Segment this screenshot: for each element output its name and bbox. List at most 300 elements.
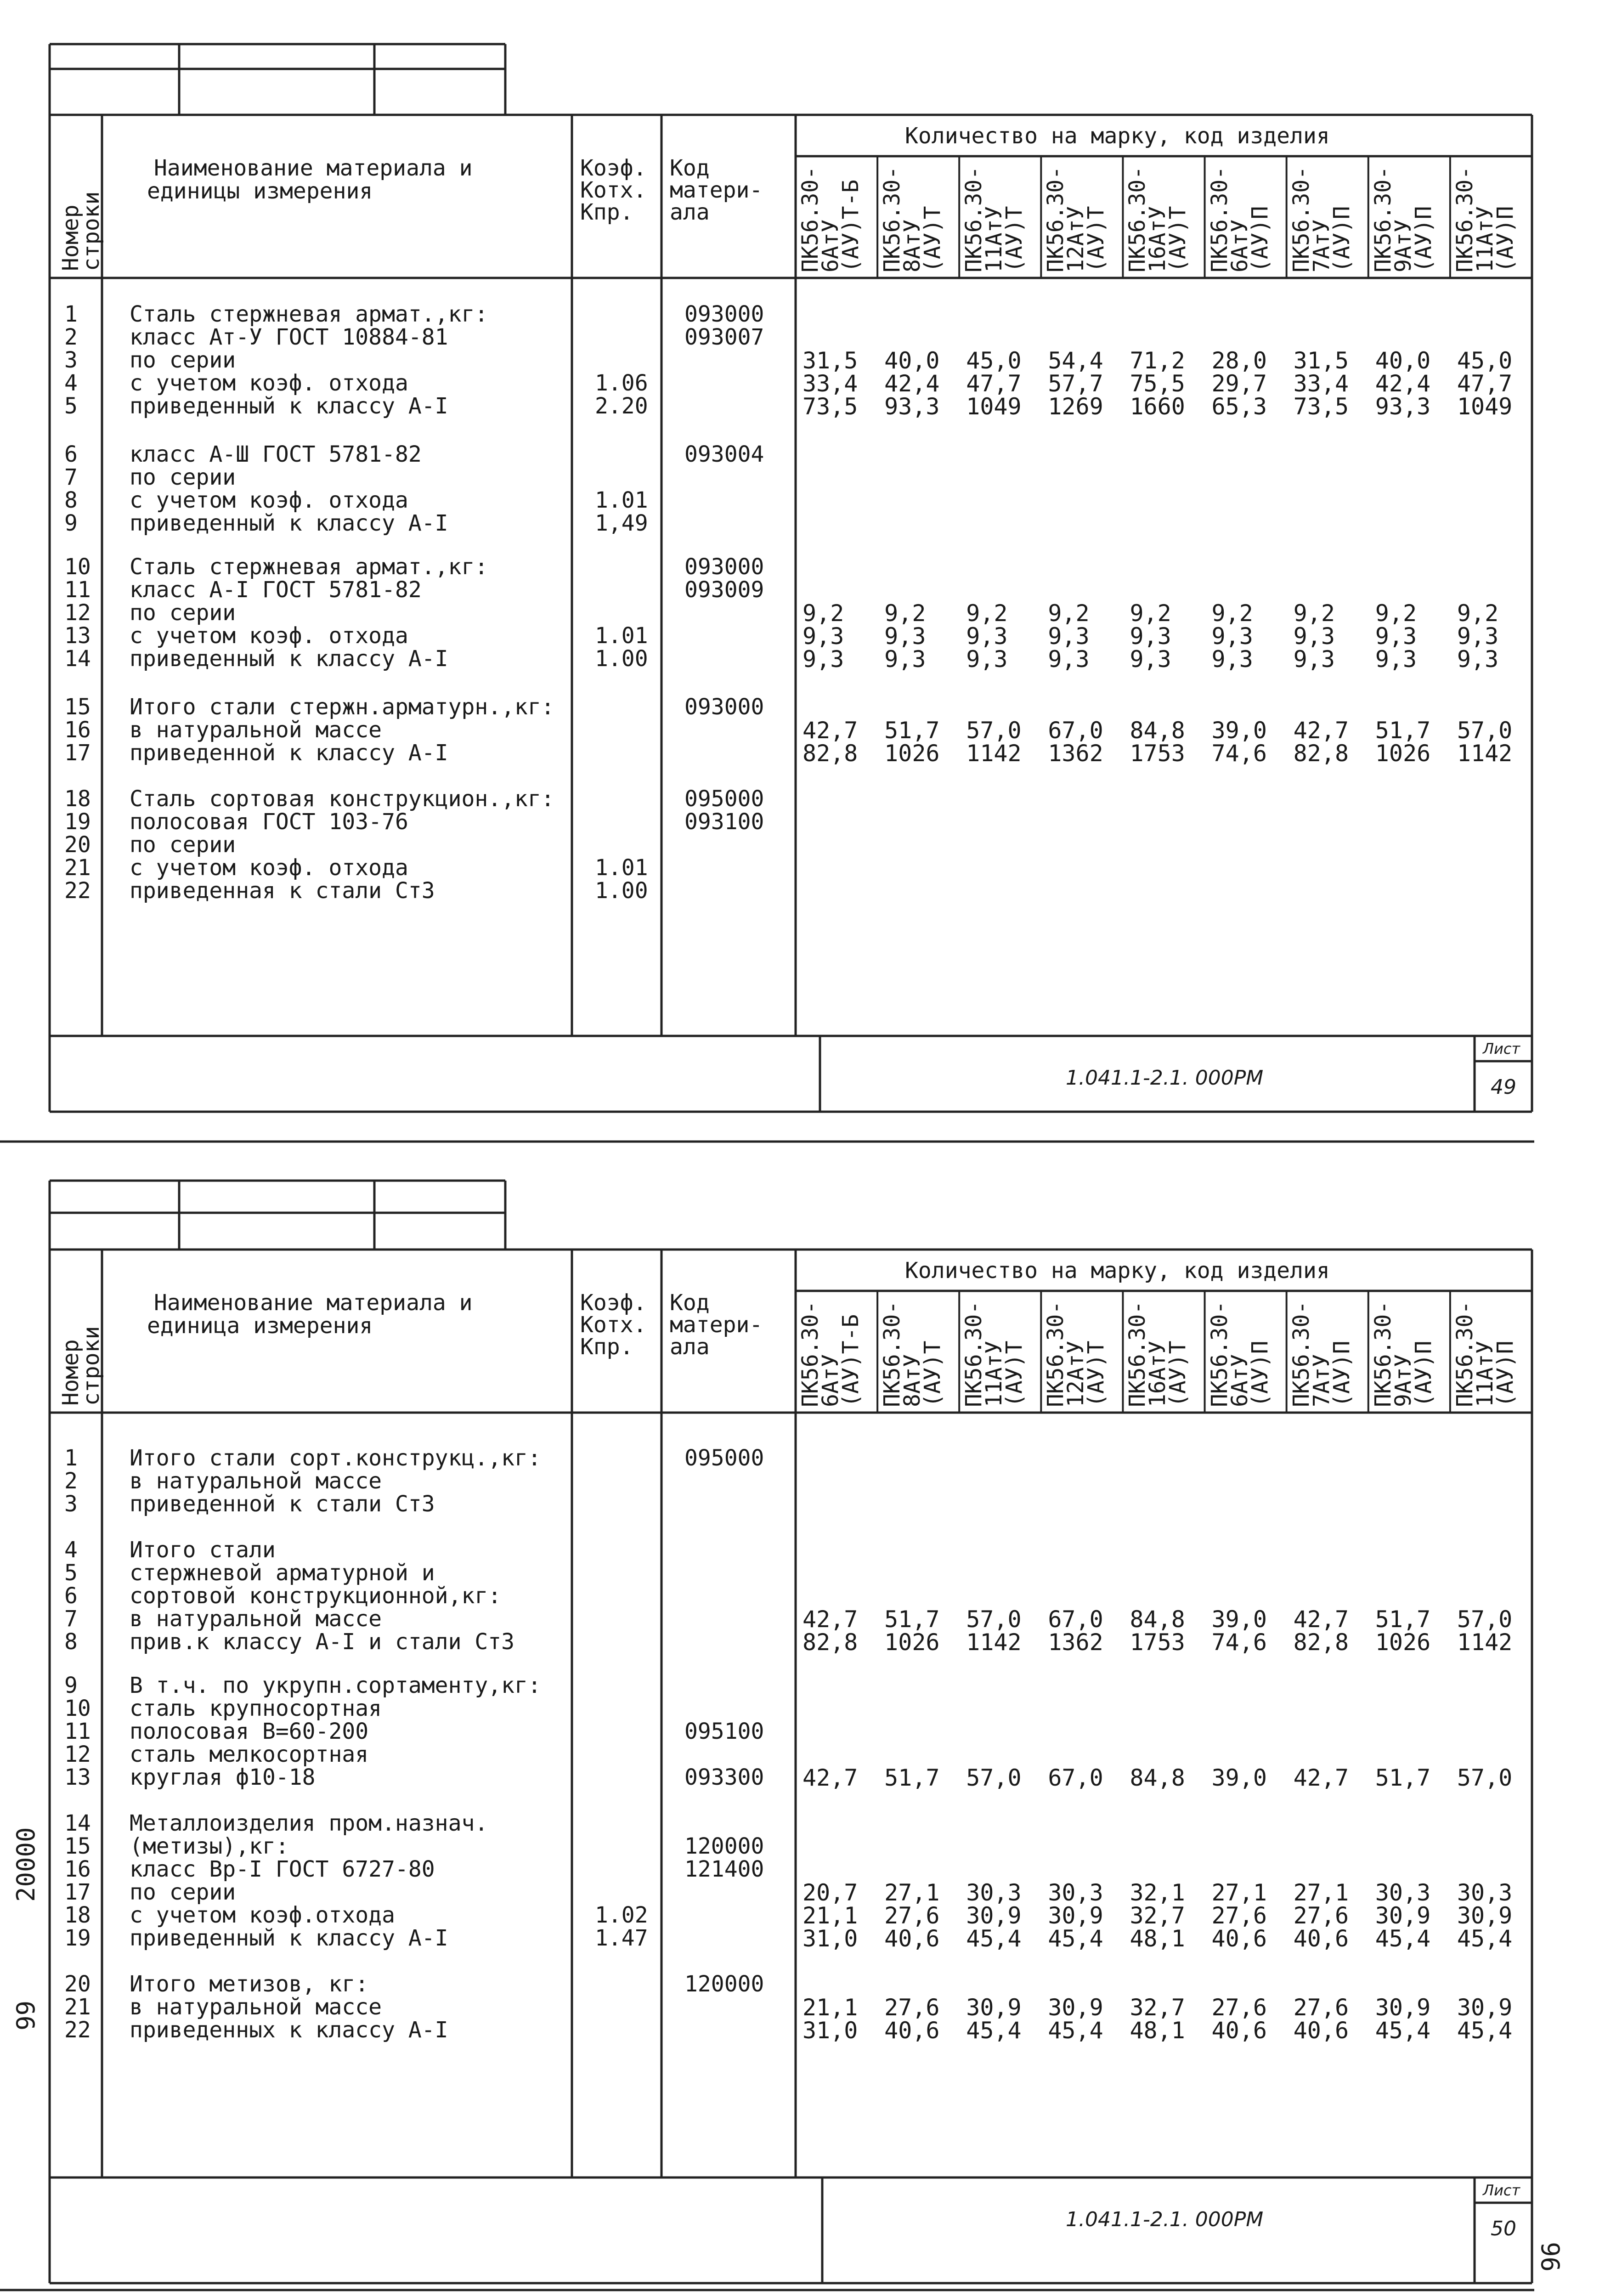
- page1-row-value: 9,3: [1457, 646, 1499, 673]
- page2-header-row-number: строки: [79, 1326, 104, 1406]
- page2-row-number: 17: [64, 1879, 91, 1905]
- page1-column-header: (АУ)Т: [1083, 206, 1109, 272]
- page1-row-value: 39,0: [1211, 717, 1267, 744]
- page1-row-material: класс Ат-У ГОСТ 10884-81: [130, 324, 448, 350]
- page1-row-material: по серии: [130, 347, 236, 373]
- page1-column-header: 11АтУ: [981, 206, 1007, 272]
- page2-row-value: 1142: [1457, 1629, 1513, 1656]
- page2-row-value: 27,1: [884, 1879, 940, 1906]
- page2-row-value: 1026: [884, 1629, 940, 1656]
- page1-row-value: 9,3: [884, 646, 926, 673]
- page2-header-material: Наименование материала и: [154, 1290, 473, 1316]
- page1-row-value: 42,7: [1293, 717, 1349, 744]
- page2-row-value: 51,7: [884, 1606, 940, 1633]
- page2-column-header: (АУ)Т: [1165, 1340, 1191, 1407]
- page1-column-header: ПК56.30-: [1206, 166, 1232, 272]
- page1-row-value: 75,5: [1130, 370, 1185, 397]
- page1-row-value: 57,7: [1048, 370, 1103, 397]
- page2-row-code: 120000: [684, 1833, 764, 1859]
- page2-row-value: 32,7: [1130, 1994, 1185, 2021]
- page1-row-value: 57,0: [1457, 717, 1513, 744]
- page1-header-row-number: строки: [79, 191, 104, 271]
- page2-header-code: матери-: [670, 1312, 763, 1338]
- page2-row-number: 22: [64, 2017, 91, 2043]
- page1-row-value: 1026: [1375, 740, 1431, 767]
- page2-row-value: 27,6: [1293, 1994, 1349, 2021]
- page2-row-material: Итого стали сорт.конструкц.,кг:: [130, 1445, 541, 1471]
- page2-row-value: 42,7: [1293, 1606, 1349, 1633]
- page1-column-header: (АУ)Т: [920, 206, 946, 272]
- page2-row-material: Итого метизов, кг:: [130, 1971, 369, 1997]
- page1-row-value: 9,2: [1130, 600, 1171, 627]
- page1-row-value: 9,3: [1211, 646, 1253, 673]
- page2-row-number: 19: [64, 1925, 91, 1951]
- page1-row-value: 9,2: [966, 600, 1008, 627]
- page1-row-material: с учетом коэф. отхода: [130, 623, 408, 649]
- page1-row-material: класс А-I ГОСТ 5781-82: [130, 577, 422, 603]
- page2-row-value: 30,9: [1048, 1994, 1103, 2021]
- page1-row-code: 093004: [684, 441, 764, 467]
- page2-row-value: 1026: [1375, 1629, 1431, 1656]
- page1-row-value: 9,3: [884, 623, 926, 650]
- page2-row-value: 30,3: [1457, 1879, 1513, 1906]
- page1-row-number: 5: [64, 393, 78, 419]
- page1-row-number: 10: [64, 554, 91, 580]
- page2-row-material: (метизы),кг:: [130, 1833, 289, 1859]
- page1-column-header: ПК56.30-: [1125, 166, 1151, 272]
- page2-row-material: Итого стали: [130, 1537, 276, 1563]
- page2-row-value: 42,7: [802, 1764, 858, 1791]
- page1-column-header: 8АтУ: [899, 219, 926, 272]
- page1-row-number: 16: [64, 717, 91, 743]
- page1-row-number: 2: [64, 324, 78, 350]
- page2-row-value: 48,1: [1130, 1925, 1185, 1952]
- page1-row-value: 82,8: [1293, 740, 1349, 767]
- page2-row-coef: 1.47: [595, 1925, 648, 1951]
- page1-header-coef: Котх.: [580, 177, 647, 203]
- page2-row-value: 51,7: [884, 1764, 940, 1791]
- page1-row-number: 6: [64, 441, 78, 467]
- page2-row-value: 30,9: [1457, 1902, 1513, 1929]
- page2-header-row-number: Номер: [58, 1339, 84, 1406]
- page2-row-code: 121400: [684, 1856, 764, 1882]
- page2-header-quantity: Количество на марку, код изделия: [905, 1258, 1330, 1284]
- page2-row-value: 27,6: [884, 1994, 940, 2021]
- page1-row-value: 9,2: [1048, 600, 1090, 627]
- page2-column-header: 6АтУ: [818, 1354, 843, 1407]
- page1-row-value: 9,3: [1293, 623, 1335, 650]
- page2-header-coef: Котх.: [580, 1312, 647, 1338]
- page2-row-value: 30,9: [1375, 1902, 1431, 1929]
- page2-row-value: 21,1: [802, 1994, 858, 2021]
- page1-column-header: (АУ)П: [1247, 206, 1273, 272]
- page1-column-header: (АУ)Т-Б: [838, 179, 864, 272]
- page1-row-value: 9,3: [966, 623, 1008, 650]
- page2-column-header: ПК56.30-: [1370, 1301, 1396, 1407]
- page1-row-number: 13: [64, 623, 91, 649]
- page1-row-value: 9,2: [1293, 600, 1335, 627]
- page1-header-coef: Коэф.: [580, 155, 647, 181]
- page2-row-value: 31,0: [802, 2017, 858, 2044]
- page1-column-header: ПК56.30-: [797, 166, 823, 272]
- page2-row-number: 9: [64, 1673, 78, 1698]
- page2-row-value: 1362: [1048, 1629, 1103, 1656]
- page2-row-value: 21,1: [802, 1902, 858, 1929]
- page1-row-number: 20: [64, 832, 91, 858]
- page2-row-value: 40,6: [1211, 1925, 1267, 1952]
- page2-row-material: класс Вр-I ГОСТ 6727-80: [130, 1856, 435, 1882]
- page1-column-header: 6АтУ: [818, 219, 843, 272]
- page2-row-value: 57,0: [1457, 1606, 1513, 1633]
- page1-row-material: полосовая ГОСТ 103-76: [130, 809, 408, 835]
- page2-column-header: 7АтУ: [1308, 1354, 1334, 1407]
- page1-header-code: Код: [670, 155, 710, 181]
- page2-row-value: 39,0: [1211, 1764, 1267, 1791]
- page1-row-coef: 1.01: [595, 855, 648, 881]
- page1-row-material: по серии: [130, 832, 236, 858]
- page1-row-value: 9,3: [1293, 646, 1335, 673]
- page1-row-value: 1142: [1457, 740, 1513, 767]
- page1-column-header: 16АтУ: [1145, 206, 1171, 272]
- page2-row-value: 42,7: [1293, 1764, 1349, 1791]
- page2-row-value: 84,8: [1130, 1764, 1185, 1791]
- page1-row-value: 9,3: [1375, 623, 1417, 650]
- page1-row-value: 65,3: [1211, 393, 1267, 420]
- page1-row-number: 3: [64, 347, 78, 373]
- page1-row-value: 9,3: [966, 646, 1008, 673]
- page2-column-header: (АУ)Т-Б: [838, 1314, 864, 1407]
- page1-row-material: класс А-Ш ГОСТ 5781-82: [130, 441, 422, 467]
- page1-row-value: 1049: [1457, 393, 1513, 420]
- page1-row-code: 095000: [684, 786, 764, 812]
- page2-row-material: по серии: [130, 1879, 236, 1905]
- page2-row-value: 32,7: [1130, 1902, 1185, 1929]
- page1-row-coef: 1,49: [595, 510, 648, 536]
- page1-row-number: 9: [64, 510, 78, 536]
- page2-row-value: 27,6: [884, 1902, 940, 1929]
- page2-row-value: 40,6: [884, 2017, 940, 2044]
- page1-row-value: 93,3: [1375, 393, 1431, 420]
- page1-row-material: с учетом коэф. отхода: [130, 855, 408, 881]
- page1-row-value: 9,3: [1048, 623, 1090, 650]
- page2-row-value: 30,9: [966, 1994, 1022, 2021]
- page2-row-material: сталь мелкосортная: [130, 1742, 369, 1767]
- page1-column-header: 12АтУ: [1063, 206, 1089, 272]
- page1-row-coef: 1.01: [595, 623, 648, 649]
- page2-row-value: 74,6: [1211, 1629, 1267, 1656]
- page1-row-value: 9,2: [1457, 600, 1499, 627]
- page2-row-value: 57,0: [1457, 1764, 1513, 1791]
- page2-row-number: 14: [64, 1810, 91, 1836]
- page1-row-code: 093007: [684, 324, 764, 350]
- page1-column-header: 7АтУ: [1308, 219, 1334, 272]
- page1-row-number: 4: [64, 370, 78, 396]
- page1-row-number: 19: [64, 809, 91, 835]
- page1-row-code: 093000: [684, 301, 764, 327]
- page1-column-header: ПК56.30-: [1288, 166, 1314, 272]
- page2-row-material: в натуральной массе: [130, 1606, 382, 1632]
- page2-row-material: прив.к классу А-I и стали Ст3: [130, 1629, 515, 1655]
- page2-row-value: 48,1: [1130, 2017, 1185, 2044]
- page2-row-number: 11: [64, 1719, 91, 1744]
- page1-row-number: 1: [64, 301, 78, 327]
- page1-row-code: 093009: [684, 577, 764, 603]
- page2-column-header: (АУ)П: [1410, 1340, 1436, 1407]
- page2-row-value: 1753: [1130, 1629, 1185, 1656]
- page1-row-value: 1753: [1130, 740, 1185, 767]
- page2-row-material: приведенных к классу А-I: [130, 2017, 448, 2043]
- page2-row-material: стержневой арматурной и: [130, 1560, 435, 1586]
- page2-row-value: 40,6: [1211, 2017, 1267, 2044]
- page2-row-value: 27,6: [1211, 1994, 1267, 2021]
- page1-header-row-number: Номер: [58, 204, 84, 271]
- page2-column-header: (АУ)Т: [920, 1340, 946, 1407]
- page2-row-value: 30,3: [1048, 1879, 1103, 1906]
- page2-header-material: единица измерения: [147, 1313, 373, 1339]
- page2-row-material: приведенный к классу А-I: [130, 1925, 448, 1951]
- page1-row-value: 74,6: [1211, 740, 1267, 767]
- page1-row-value: 29,7: [1211, 370, 1267, 397]
- page1-column-header: 11АтУ: [1472, 206, 1498, 272]
- page1-row-value: 9,3: [1457, 623, 1499, 650]
- page1-row-value: 47,7: [966, 370, 1022, 397]
- page1-row-value: 45,0: [1457, 347, 1513, 374]
- page2-row-material: в натуральной массе: [130, 1468, 382, 1494]
- page1-row-coef: 1.01: [595, 487, 648, 513]
- page1-row-value: 71,2: [1130, 347, 1185, 374]
- page2-header-coef: Кпр.: [580, 1334, 633, 1360]
- margin-corner: 96: [1537, 2241, 1565, 2272]
- page2-column-header: ПК56.30-: [1452, 1301, 1478, 1407]
- page1-row-material: по серии: [130, 600, 236, 626]
- page2-row-value: 67,0: [1048, 1606, 1103, 1633]
- page1-row-coef: 1.00: [595, 646, 648, 672]
- page1-row-value: 9,2: [1375, 600, 1417, 627]
- page1-row-value: 57,0: [966, 717, 1022, 744]
- page2-row-value: 57,0: [966, 1764, 1022, 1791]
- page1-column-header: 6АтУ: [1226, 219, 1253, 272]
- page2-row-number: 16: [64, 1856, 91, 1882]
- page2-row-value: 30,9: [1457, 1994, 1513, 2021]
- page1-row-value: 9,3: [1130, 623, 1171, 650]
- page1-row-value: 73,5: [802, 393, 858, 420]
- page1-column-header: (АУ)П: [1410, 206, 1436, 272]
- page2-column-header: ПК56.30-: [797, 1301, 823, 1407]
- page1-row-material: в натуральной массе: [130, 717, 382, 743]
- page1-row-value: 47,7: [1457, 370, 1513, 397]
- page2-row-number: 13: [64, 1764, 91, 1790]
- page2-row-value: 57,0: [966, 1606, 1022, 1633]
- page1-column-header: (АУ)Т: [1001, 206, 1028, 272]
- page2-row-value: 30,3: [966, 1879, 1022, 1906]
- page1-row-value: 1026: [884, 740, 940, 767]
- page1-row-number: 11: [64, 577, 91, 603]
- page2-row-material: полосовая В=60-200: [130, 1719, 369, 1744]
- page2-row-value: 27,6: [1211, 1902, 1267, 1929]
- page2-column-header: 11АтУ: [1472, 1340, 1498, 1407]
- page1-row-value: 51,7: [1375, 717, 1431, 744]
- page2-column-header: 9АтУ: [1390, 1354, 1416, 1407]
- page1-row-number: 8: [64, 487, 78, 513]
- page1-row-value: 33,4: [1293, 370, 1349, 397]
- page2-column-header: 11АтУ: [981, 1340, 1007, 1407]
- page2-doc-code: 1.041.1-2.1. 000РМ: [1066, 2208, 1264, 2231]
- page1-row-value: 1049: [966, 393, 1022, 420]
- page2-column-header: 12АтУ: [1063, 1340, 1089, 1407]
- page2-column-header: (АУ)П: [1492, 1340, 1518, 1407]
- page2-row-number: 20: [64, 1971, 91, 1997]
- page2-row-value: 20,7: [802, 1879, 858, 1906]
- page2-row-value: 45,4: [1375, 1925, 1431, 1952]
- page2-header-code: ала: [670, 1334, 710, 1360]
- page2-row-value: 27,1: [1211, 1879, 1267, 1906]
- page2-row-number: 8: [64, 1629, 78, 1655]
- page1-row-material: Сталь сортовая конструкцион.,кг:: [130, 786, 554, 812]
- page1-row-code: 093100: [684, 809, 764, 835]
- page1-row-value: 28,0: [1211, 347, 1267, 374]
- page2-column-header: ПК56.30-: [1125, 1301, 1151, 1407]
- page2-row-number: 4: [64, 1537, 78, 1563]
- page1-row-value: 9,3: [802, 623, 844, 650]
- page1-row-value: 93,3: [884, 393, 940, 420]
- page1-row-value: 40,0: [1375, 347, 1431, 374]
- page2-column-header: ПК56.30-: [961, 1301, 987, 1407]
- page2-row-value: 40,6: [884, 1925, 940, 1952]
- page1-row-value: 42,4: [1375, 370, 1431, 397]
- page2-row-value: 82,8: [1293, 1629, 1349, 1656]
- page2-sheet-number: 50: [1491, 2217, 1516, 2240]
- page1-column-header: ПК56.30-: [1370, 166, 1396, 272]
- page1-row-value: 1362: [1048, 740, 1103, 767]
- page2-row-number: 5: [64, 1560, 78, 1586]
- page1-row-material: с учетом коэф. отхода: [130, 370, 408, 396]
- page1-header-code: матери-: [670, 177, 763, 203]
- page2-row-code: 093300: [684, 1764, 764, 1790]
- page1-row-value: 1142: [966, 740, 1022, 767]
- page2-row-value: 45,4: [966, 2017, 1022, 2044]
- page1-row-material: приведенный к классу А-I: [130, 646, 448, 672]
- page1-row-value: 1269: [1048, 393, 1103, 420]
- page2-row-value: 45,4: [1457, 1925, 1513, 1952]
- page1-row-value: 51,7: [884, 717, 940, 744]
- page2-row-value: 1142: [966, 1629, 1022, 1656]
- page1-column-header: ПК56.30-: [1452, 166, 1478, 272]
- page2-row-number: 1: [64, 1445, 78, 1471]
- page1-column-header: (АУ)П: [1328, 206, 1355, 272]
- page2-row-value: 51,7: [1375, 1764, 1431, 1791]
- page1-row-value: 40,0: [884, 347, 940, 374]
- page2-row-number: 15: [64, 1833, 91, 1859]
- page2-header-coef: Коэф.: [580, 1290, 647, 1316]
- page2-row-value: 30,9: [1375, 1994, 1431, 2021]
- page2-column-header: ПК56.30-: [879, 1301, 905, 1407]
- page2-row-value: 82,8: [802, 1629, 858, 1656]
- page2-row-number: 18: [64, 1902, 91, 1928]
- page1-header-material: Наименование материала и: [154, 155, 473, 181]
- page1-row-material: приведенная к стали Ст3: [130, 878, 435, 904]
- page1-row-value: 9,2: [884, 600, 926, 627]
- page2-row-value: 30,9: [966, 1902, 1022, 1929]
- page2-row-material: круглая ф10-18: [130, 1764, 316, 1790]
- page2-row-material: в натуральной массе: [130, 1994, 382, 2020]
- page1-row-value: 9,3: [1130, 646, 1171, 673]
- page1-row-material: приведенный к классу А-I: [130, 510, 448, 536]
- page1-row-number: 7: [64, 464, 78, 490]
- page1-column-header: (АУ)Т: [1165, 206, 1191, 272]
- page1-row-value: 9,3: [1211, 623, 1253, 650]
- page2-row-material: сортовой конструкционной,кг:: [130, 1583, 502, 1609]
- page1-sheet-number: 49: [1491, 1075, 1516, 1099]
- page2-row-value: 40,6: [1293, 2017, 1349, 2044]
- page2-header-code: Код: [670, 1290, 710, 1316]
- page1-column-header: 9АтУ: [1390, 219, 1416, 272]
- page2-sheet-label: Лист: [1483, 2182, 1520, 2199]
- page1-row-material: Сталь стержневая армат.,кг:: [130, 301, 488, 327]
- page2-row-coef: 1.02: [595, 1902, 648, 1928]
- page2-row-material: В т.ч. по укрупн.сортаменту,кг:: [130, 1673, 541, 1698]
- page1-row-number: 14: [64, 646, 91, 672]
- page2-row-value: 42,7: [802, 1606, 858, 1633]
- page2-row-number: 10: [64, 1696, 91, 1721]
- page2-row-number: 21: [64, 1994, 91, 2020]
- page1-row-value: 1660: [1130, 393, 1185, 420]
- page2-row-value: 40,6: [1293, 1925, 1349, 1952]
- page2-row-value: 45,4: [1048, 2017, 1103, 2044]
- page2-row-material: сталь крупносортная: [130, 1696, 382, 1721]
- page1-sheet-label: Лист: [1483, 1040, 1520, 1058]
- page2-row-value: 30,9: [1048, 1902, 1103, 1929]
- page1-row-material: приведенный к классу А-I: [130, 393, 448, 419]
- page1-row-value: 84,8: [1130, 717, 1185, 744]
- page1-column-header: ПК56.30-: [1043, 166, 1069, 272]
- page1-row-value: 82,8: [802, 740, 858, 767]
- page2-row-value: 45,4: [1457, 2017, 1513, 2044]
- page2-row-value: 32,1: [1130, 1879, 1185, 1906]
- page2-column-header: (АУ)П: [1247, 1340, 1273, 1407]
- page1-row-value: 9,2: [802, 600, 844, 627]
- page1-row-material: Сталь стержневая армат.,кг:: [130, 554, 488, 580]
- page1-row-code: 093000: [684, 694, 764, 720]
- page2-row-code: 095100: [684, 1719, 764, 1744]
- page2-row-code: 095000: [684, 1445, 764, 1471]
- page1-header-code: ала: [670, 199, 710, 225]
- page2-column-header: (АУ)Т: [1001, 1340, 1028, 1407]
- page1-row-value: 9,3: [802, 646, 844, 673]
- page2-column-header: (АУ)П: [1328, 1340, 1355, 1407]
- page1-row-value: 42,4: [884, 370, 940, 397]
- page2-column-header: ПК56.30-: [1043, 1301, 1069, 1407]
- page1-header-coef: Кпр.: [580, 199, 633, 225]
- page2-row-value: 27,1: [1293, 1879, 1349, 1906]
- page1-row-value: 9,3: [1375, 646, 1417, 673]
- page2-column-header: 6АтУ: [1226, 1354, 1253, 1407]
- page2-row-value: 27,6: [1293, 1902, 1349, 1929]
- page1-doc-code: 1.041.1-2.1. 000РМ: [1066, 1066, 1264, 1090]
- page2-row-material: Металлоизделия пром.назнач.: [130, 1810, 488, 1836]
- page1-row-material: по серии: [130, 464, 236, 490]
- page2-row-value: 45,4: [1375, 2017, 1431, 2044]
- page2-row-number: 3: [64, 1491, 78, 1517]
- page2-row-value: 30,3: [1375, 1879, 1431, 1906]
- page1-row-number: 21: [64, 855, 91, 881]
- page1-column-header: (АУ)П: [1492, 206, 1518, 272]
- page1-row-number: 17: [64, 740, 91, 766]
- page1-row-material: с учетом коэф. отхода: [130, 487, 408, 513]
- page2-row-number: 7: [64, 1606, 78, 1632]
- page1-row-value: 67,0: [1048, 717, 1103, 744]
- page2-row-number: 6: [64, 1583, 78, 1609]
- page1-row-number: 12: [64, 600, 91, 626]
